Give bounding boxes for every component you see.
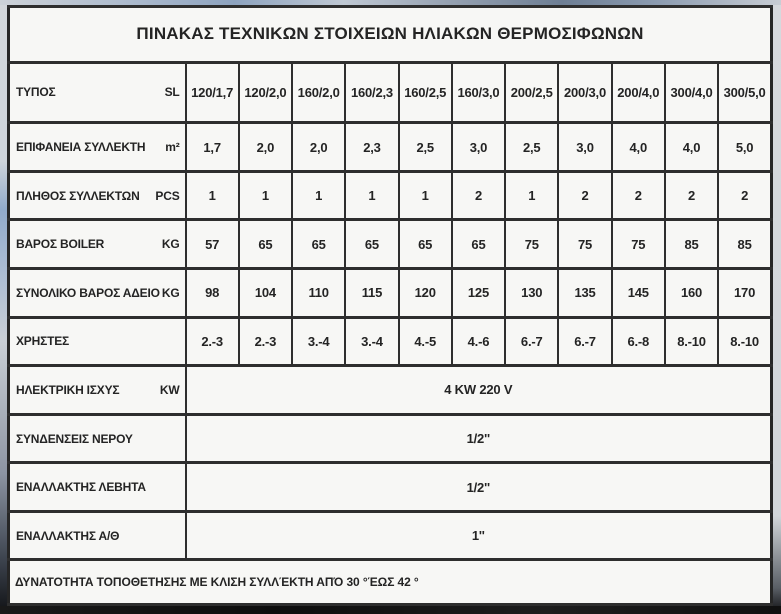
row-label: ΗΛΕΚΤΡΙΚΗ ΙΣΧΥΣ [16,382,120,397]
model-cell: 120/2,0 [239,62,292,123]
row-label: ΕΝΑΛΛΑΚΤΗΣ ΛΕΒΗΤΑ [16,480,146,495]
span-value-cell: 1/2'' [186,463,772,512]
model-cell: 300/5,0 [718,62,771,123]
row-unit: KW [159,382,180,397]
row-label-cell [9,317,186,366]
value-cell: 3,0 [452,123,505,172]
model-cell: 300/4,0 [665,62,718,123]
title-row [9,7,772,63]
model-cell: 160/3,0 [452,62,505,123]
value-cell: 2,0 [239,123,292,172]
row-label: ΠΛΗΘΟΣ ΣΥΛΛΕΚΤΩΝ [16,188,140,203]
row-label: ΕΝΑΛΛΑΚΤΗΣ Α/Θ [16,528,120,543]
value-cell: 2 [452,171,505,220]
value-cell: 1 [399,171,452,220]
value-cell: 120 [399,269,452,318]
model-cell: 120/1,7 [186,62,239,123]
value-cell: 1 [345,171,398,220]
table-row [9,317,772,366]
value-cell: 65 [239,220,292,269]
photo-edge-left [0,5,7,606]
row-unit: KG [161,237,180,252]
value-cell: 6.-8 [612,317,665,366]
table-row [9,463,772,512]
value-cell: 75 [558,220,611,269]
model-cell: 200/4,0 [612,62,665,123]
value-cell: 2.-3 [239,317,292,366]
value-cell: 65 [399,220,452,269]
value-cell: 104 [239,269,292,318]
value-cell: 3,0 [558,123,611,172]
value-cell: 115 [345,269,398,318]
technical-specs-table [7,5,773,606]
row-unit: PCS [155,188,180,203]
table-row [9,171,772,220]
row-label-cell [9,414,186,463]
row-unit: m² [165,140,180,155]
row-label-cell [9,269,186,318]
row-label-cell [9,463,186,512]
value-cell: 3.-4 [292,317,345,366]
row-label: ΒΑΡΟΣ BOILER [16,237,105,252]
row-label-cell [9,123,186,172]
value-cell: 85 [665,220,718,269]
value-cell: 85 [718,220,771,269]
row-label-cell [9,62,186,123]
value-cell: 135 [558,269,611,318]
value-cell: 4,0 [612,123,665,172]
value-cell: 8.-10 [718,317,771,366]
row-unit: SL [164,85,180,100]
table-row [9,414,772,463]
row-label-cell [9,366,186,415]
value-cell: 110 [292,269,345,318]
table-row [9,123,772,172]
value-cell: 2,5 [399,123,452,172]
value-cell: 2,0 [292,123,345,172]
footer-row [9,560,772,605]
value-cell: 145 [612,269,665,318]
value-cell: 125 [452,269,505,318]
row-label: ΣΥΝΔΕΝΣΕΙΣ ΝΕΡΟΥ [16,431,133,446]
value-cell: 2 [665,171,718,220]
value-cell: 4.-6 [452,317,505,366]
value-cell: 65 [452,220,505,269]
model-cell: 160/2,0 [292,62,345,123]
value-cell: 2.-3 [186,317,239,366]
row-label: ΕΠΙΦΑΝΕΙΑ ΣΥΛΛΕΚΤΗ [16,140,146,155]
value-cell: 4,0 [665,123,718,172]
mounting-note: ΔΥΝΑΤΟΤΗΤΑ ΤΟΠΟΘΕΤΗΣΗΣ ΜΕ ΚΛΙΣΗ ΣΥΛΛΈΚΤΗ ΑΠΌ 30 °ΈΩΣ 42 ° [9,560,772,605]
span-value-cell: 1'' [186,511,772,560]
model-cell: 200/2,5 [505,62,558,123]
span-value-cell: 4 KW 220 V [186,366,772,415]
table-row [9,269,772,318]
value-cell: 3.-4 [345,317,398,366]
header-row [9,62,772,123]
value-cell: 75 [505,220,558,269]
photo-edge-right [773,5,781,606]
value-cell: 2,5 [505,123,558,172]
table-row [9,511,772,560]
photo-edge-bottom [0,606,781,614]
row-label-cell [9,511,186,560]
value-cell: 1 [505,171,558,220]
value-cell: 1 [239,171,292,220]
table-title: ΠΙΝΑΚΑΣ ΤΕΧΝΙΚΩΝ ΣΤΟΙΧΕΙΩΝ ΗΛΙΑΚΩΝ ΘΕΡΜΟΣΙΦΩΝΩΝ [9,7,772,63]
value-cell: 2 [718,171,771,220]
table-row [9,366,772,415]
row-label: ΧΡΗΣΤΕΣ [16,334,70,349]
value-cell: 65 [292,220,345,269]
value-cell: 75 [612,220,665,269]
value-cell: 170 [718,269,771,318]
value-cell: 1 [292,171,345,220]
value-cell: 130 [505,269,558,318]
value-cell: 6.-7 [505,317,558,366]
value-cell: 2,3 [345,123,398,172]
value-cell: 65 [345,220,398,269]
value-cell: 1,7 [186,123,239,172]
value-cell: 6.-7 [558,317,611,366]
model-cell: 160/2,5 [399,62,452,123]
table-row [9,220,772,269]
model-cell: 200/3,0 [558,62,611,123]
row-label: ΤΥΠΟΣ [16,85,56,100]
value-cell: 160 [665,269,718,318]
value-cell: 4.-5 [399,317,452,366]
row-unit: KG [161,285,180,300]
value-cell: 8.-10 [665,317,718,366]
value-cell: 2 [612,171,665,220]
value-cell: 57 [186,220,239,269]
model-cell: 160/2,3 [345,62,398,123]
span-value-cell: 1/2'' [186,414,772,463]
row-label: ΣΥΝΟΛΙΚΟ ΒΑΡΟΣ ΑΔΕΙΟ [16,285,160,300]
value-cell: 5,0 [718,123,771,172]
value-cell: 1 [186,171,239,220]
row-label-cell [9,171,186,220]
row-label-cell [9,220,186,269]
value-cell: 2 [558,171,611,220]
value-cell: 98 [186,269,239,318]
